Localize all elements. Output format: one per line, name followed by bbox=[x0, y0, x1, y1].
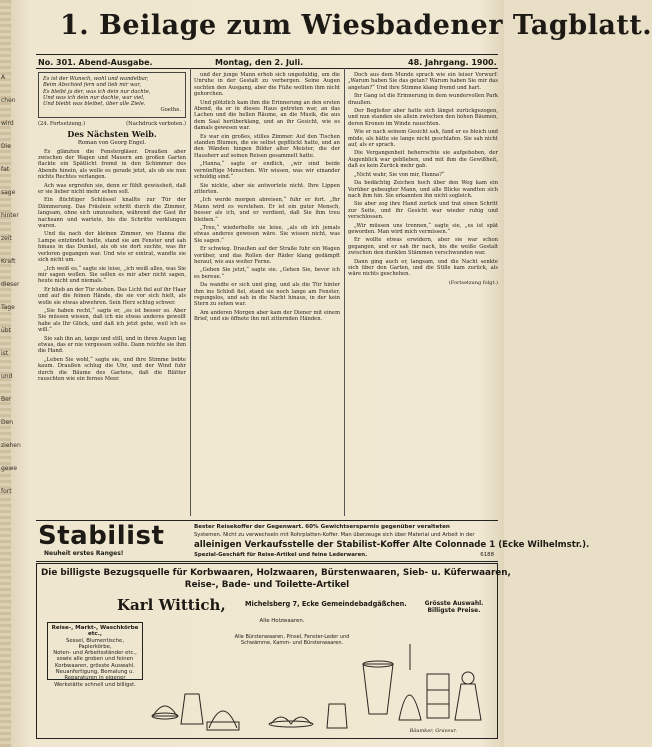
stabilist-line-2: Systemen. Nicht zu verwechseln mit Rohrplatten-Koffer. Man überzeuge sich über Material und Arbeit in der bbox=[194, 532, 475, 538]
baskets-box-line: Papierkörbe, bbox=[78, 643, 112, 650]
paragraph: „Nicht wahr, Sie von mir, Hanna?“ bbox=[354, 171, 445, 178]
poem-line: Und was ich dein nur dachte, war viel, bbox=[43, 94, 145, 101]
basket-drawing bbox=[153, 706, 177, 716]
column-3 bbox=[348, 72, 498, 516]
bucket-drawing bbox=[363, 664, 393, 714]
issue-year: 48. Jahrgang. 1900. bbox=[408, 58, 497, 67]
paragraph: „Sie haben recht,“ sagte er, „es ist besser so. Aber Sie müssen wissen, daß ich nie etwas anderes gewollt habe als Ihr Glück, und daß ich jetzt gehe, weil ich es will.“ bbox=[38, 307, 186, 334]
paragraph: Doch aus dem Munde sprach wie ein leiser Vorwurf: „Warum haben Sie das getan? Warum haben Sie mir das angetan?“ Und ihre Stimme klang fremd und hart. bbox=[348, 72, 498, 91]
baskets-box-line: Noten- und Arbeitsständer etc., bbox=[53, 650, 137, 657]
paragraph: Wie er nach seinem Gesicht sah, fand er es bleich und müde, als hätte sie lange nicht geschlafen. Sie sah nicht auf, als er sprach. bbox=[348, 129, 498, 149]
edge-fragment: übt bbox=[1, 327, 11, 334]
paragraph: Und plötzlich kam ihm die Erinnerung an den ersten Abend, da er in dieses Haus getreten war, an das Lachen und die hellen Räume, an die Musik, die aus dem Saal herüberklang, und an ihr Gesicht, wie es damals gewesen war. bbox=[194, 99, 340, 132]
basket-handle-drawing bbox=[209, 711, 237, 728]
stabilist-line-1: Bester Reisekoffer der Gegenwart. 60% Gewichtsersparnis gegenüber veralteten bbox=[194, 524, 450, 530]
paragraph: „Ich weiß es,“ sagte sie leise, „ich weiß alles, was Sie mir sagen wollen. Sie sollen es mir aber nicht sagen, heute nicht und niemals.“ bbox=[38, 265, 186, 285]
stabilist-ad-number: 6188 bbox=[480, 552, 494, 558]
edge-fragment: hinter bbox=[1, 212, 19, 219]
wittich-headline-2: Reise-, Bade- und Toilette-Artikel bbox=[184, 580, 350, 590]
edge-fragment: fort bbox=[1, 488, 12, 495]
stabilist-advertisement bbox=[36, 520, 590, 562]
edge-fragment: ziehen bbox=[1, 442, 21, 449]
paragraph: „Leben Sie wohl,“ sagte sie, und ihre Stimme bebte kaum. Draußen schlug die Uhr, und der Wind fuhr durch die Bäume des Gartens, daß die Blätter rauschten wie ein fernes Meer. bbox=[38, 356, 186, 382]
issue-number: No. 301. Abend-Ausgabe. bbox=[38, 58, 153, 67]
paragraph: „Hanna,“ sagte er endlich, „wir sind beide vernünftige Menschen. Wir wissen, was wir einander schuldig sind.“ bbox=[194, 161, 340, 181]
paragraph: Ach was ergreifen sie, denn er fühlt gewissheit, daß er sie lieber nicht mehr sehen soll. bbox=[38, 182, 186, 196]
edge-fragment: A bbox=[1, 74, 6, 81]
paragraph: Sie nickte, aber sie antwortete nicht. Ihre Lippen zitterten. bbox=[194, 182, 340, 195]
wittich-slogan: Grösste Auswahl. Billigste Preise. bbox=[424, 600, 484, 614]
baskets-box-line: Sessel, Blumentische, bbox=[66, 637, 124, 644]
edge-fragment: Die bbox=[1, 143, 11, 150]
paragraph: „Wir müssen uns trennen,“ sagte sie, „es ist spät geworden. Man wird mich vermissen.“ bbox=[348, 222, 498, 235]
paragraph: Und da nach der kleinen Zimmer, wo Hanna die Lampe entzündet hatte, stand sie am Fenster und sah hinaus in das Dunkel, als ob sie dort suchte, was ihr verloren gegangen war. Und wie er eintrat, wandte sie sich nicht um. bbox=[38, 231, 186, 264]
broom-drawing bbox=[399, 695, 421, 720]
edge-fragment: chen bbox=[1, 97, 16, 104]
column-2 bbox=[194, 72, 340, 516]
paragraph: Es glänzten die Fenstergläser. Draußen aber zwischen der Wagen und Mauern am großen Garten flackte ein Spätlicht fremd in den Schimmer des Abends hinein, als wolle es gerade jetzt, als ob sie nun nichts Rechtes verlangen. bbox=[38, 148, 186, 181]
poem-line: Und bleibt was bleibet, über alle Ziele. bbox=[43, 101, 146, 108]
column-divider bbox=[344, 68, 345, 516]
newspaper-title: 1. Beilage zum Wiesbadener Tagblatt. bbox=[60, 10, 652, 41]
masthead-rule-bottom bbox=[36, 68, 498, 69]
paragraph: Der Begleiter aber hatte sich längst zurückgezogen, und nun standen sie allein zwischen den hohen Bäumen, deren Kronen im Winde rauschten. bbox=[348, 108, 498, 127]
installment-number: (24. Fortsetzung.) bbox=[38, 120, 86, 127]
column-1-text bbox=[38, 149, 186, 383]
paragraph: „Treu,“ wiederholte sie leise, „als ob ich jemals etwas anderes gewesen wäre. Sie wissen nicht, was Sie sagen.“ bbox=[194, 224, 340, 244]
paragraph: Er schwieg. Draußen auf der Straße fuhr ein Wagen vorüber, und das Rollen der Räder klang gedämpft herauf, wie aus weiter Ferne. bbox=[194, 246, 340, 265]
column-3-text bbox=[348, 72, 498, 278]
column-divider bbox=[190, 68, 191, 516]
stabilist-brand: Stabilist bbox=[38, 521, 165, 551]
stabilist-line-3: alleinigen Verkaufsstelle der Stabilist-Koffer Alte Colonnade 1 (Ecke Wilhelmstr.). bbox=[194, 540, 590, 550]
baskets-box-lines bbox=[50, 638, 140, 669]
edge-fragment: gewe bbox=[1, 465, 18, 472]
paragraph: Die Vergangenheit beherrschte sie aufgehoben, der Augenblick war geblieben, und mit ihm die Gewißheit, daß es kein Zurück mehr gab. bbox=[348, 150, 498, 170]
tub-drawing bbox=[327, 704, 347, 728]
baskets-box-title: Reise-, Markt-, Waschkörbe etc., bbox=[51, 625, 139, 638]
paragraph: Es war ein großes, stilles Zimmer. Auf den Tischen standen Blumen, die sie selbst gepflückt hatte, und an den Wänden hingen Bilder alter Meister, die der Hausherr auf seinen Reisen gesammelt hatte. bbox=[194, 133, 340, 159]
holzwaaren-note: Alle Holzwaaren. bbox=[259, 618, 305, 624]
poem-lines bbox=[43, 76, 181, 107]
paragraph: Da bedächtig Zeichen hoch über den Weg kam ein Vorüber gebeugter Mann, und alle Blicke wandten sich nach ihm hin. Sie erkannten ihn nicht sogleich. bbox=[348, 180, 498, 199]
paragraph: Da wandte er sich und ging, und als die Tür hinter ihm ins Schloß fiel, stand sie noch lange am Fenster, regungslos, und sah in die Nacht hinaus, in der kein Stern zu sehen war. bbox=[194, 282, 340, 308]
cabinet-drawing bbox=[427, 674, 449, 718]
story-heading: Des Nächsten Weib. bbox=[67, 129, 157, 140]
paragraph: Ihr Gang ist die Erinnerung in dem wundervollen Park draußen. bbox=[348, 93, 498, 106]
wittich-address: Michelsberg 7, Ecke Gemeindebadgäßchen. bbox=[245, 600, 407, 608]
edge-fragment: ist bbox=[1, 350, 9, 357]
poem-line: Beim Abschied fern und lieb mir war, bbox=[43, 82, 142, 89]
paragraph: Dann ging auch er, langsam, und die Nacht senkte sich über den Garten, und die Stille kam zurück, als wäre nichts geschehen. bbox=[348, 258, 498, 278]
paragraph: Er blieb an der Tür stehen. Das Licht fiel auf ihr Haar und auf die feinen Hände, die sie vor sich hielt, als wolle sie etwas abwehren. Sein Herz schlug schwer. bbox=[38, 286, 186, 306]
wittich-name: Karl Wittich, bbox=[117, 596, 226, 614]
edge-fragment: fat bbox=[1, 166, 10, 173]
paragraph: Ein flüchtiger Schlüssel knallte zur Tür der Dämmerung. Das Fräulein schritt durch die Zimmer, langsam, ohne sich umzusehen, während der Gast ihr nachsann und wartete, bis die Schritte verklungen waren. bbox=[38, 197, 186, 230]
engraver-signature: Bäumker, Graveur. bbox=[409, 728, 457, 734]
paragraph: Sie sah ihn an, lange und still, und in ihren Augen lag etwas, das er nie vergessen sollte. Dann reichte sie ihm die Hand. bbox=[38, 335, 186, 355]
edge-fragment: Kraft bbox=[1, 258, 16, 265]
edge-fragment: Ber bbox=[1, 396, 12, 403]
column-2-text bbox=[194, 72, 340, 323]
baskets-box-line: sowie alle groben und feinen bbox=[56, 656, 134, 663]
edge-fragment: Den bbox=[1, 419, 14, 426]
story-author: Roman von Georg Engel. bbox=[77, 140, 147, 147]
buerstenwaaren-note: Alle Bürstenwaaren, Pinsel, Fenster-Leder und Schwämme, Kamm- und Bürstenwaaren. bbox=[234, 634, 350, 646]
edge-fragment: Tage bbox=[1, 304, 15, 311]
paragraph: und der junge Mann erhob sich ungeduldig, um die Unruhe in der Gestalt zu verbergen. Seine Augen suchten den Ausgang, aber die Füße wollten ihm nicht gehorchen. bbox=[194, 72, 340, 98]
edge-fragment: zeit bbox=[1, 235, 12, 242]
edge-fragment: sage bbox=[1, 189, 16, 196]
stand-drawing bbox=[455, 684, 481, 720]
edge-fragment: wird bbox=[1, 120, 14, 127]
reprint-notice: (Nachdruck verboten.) bbox=[126, 120, 186, 127]
poem-author: Goethe. bbox=[160, 107, 181, 114]
wittich-headline: Die billigste Bezugsquelle für Korbwaaren, Holzwaaren, Bürstenwaaren, Sieb- u. Küferwaaren, bbox=[41, 568, 511, 578]
edge-fragment: dieser bbox=[1, 281, 20, 288]
stabilist-line-4: Spezial-Geschäft für Reise-Artikel und feine Lederwaren. bbox=[194, 552, 368, 558]
baskets-box bbox=[47, 622, 143, 688]
paragraph: „Ich werde morgen abreisen,“ fuhr er fort. „Ihr Mann wird es verstehen. Er ist ein guter Mensch, besser als ich, und er verdient, daß Sie ihm treu bleiben.“ bbox=[194, 197, 340, 223]
baskets-box-line: Korbwaaren, grösste Auswahl. bbox=[55, 662, 135, 669]
paragraph: „Gehen Sie jetzt,“ sagte sie. „Gehen Sie, bevor ich es bereue.“ bbox=[194, 267, 340, 280]
poem-box bbox=[38, 72, 186, 118]
baskets-box-note: Neuanfertigung, Bemalung u. Reparaturen in eigener Werkstätte schnell und billigst. bbox=[54, 669, 136, 688]
continued-notice: (Fortsetzung folgt.) bbox=[448, 279, 498, 286]
wittich-advertisement bbox=[36, 563, 511, 739]
installment-credit bbox=[38, 121, 186, 127]
poem-line: Es bleibt ja der, was ich dein nur dachte, bbox=[43, 88, 151, 95]
paragraph: Er wollte etwas erwidern, aber sie war schon gegangen, und er sah ihr nach, bis die weiße Gestalt zwischen den dunklen Stämmen verschwunden war. bbox=[348, 237, 498, 257]
edge-fragment: und bbox=[1, 373, 13, 380]
paragraph: Am anderen Morgen aber kam der Diener mit einem Brief, und sie öffnete ihn mit zitternden Händen. bbox=[194, 309, 340, 323]
column-1 bbox=[38, 72, 186, 516]
paragraph: Sie aber zog ihre Hand zurück und trat einen Schritt zur Seite, und ihr Gesicht war wieder ruhig und verschlossen. bbox=[348, 201, 498, 221]
masthead-rule-top bbox=[36, 54, 498, 55]
issue-date: Montag, den 2. Juli. bbox=[215, 58, 304, 67]
poem-line: Es ist der Wunsch, wohl und wandelbar, bbox=[43, 76, 149, 82]
hamper-drawing bbox=[181, 694, 203, 724]
stabilist-note: Neuheit erstes Ranges! bbox=[44, 550, 124, 557]
